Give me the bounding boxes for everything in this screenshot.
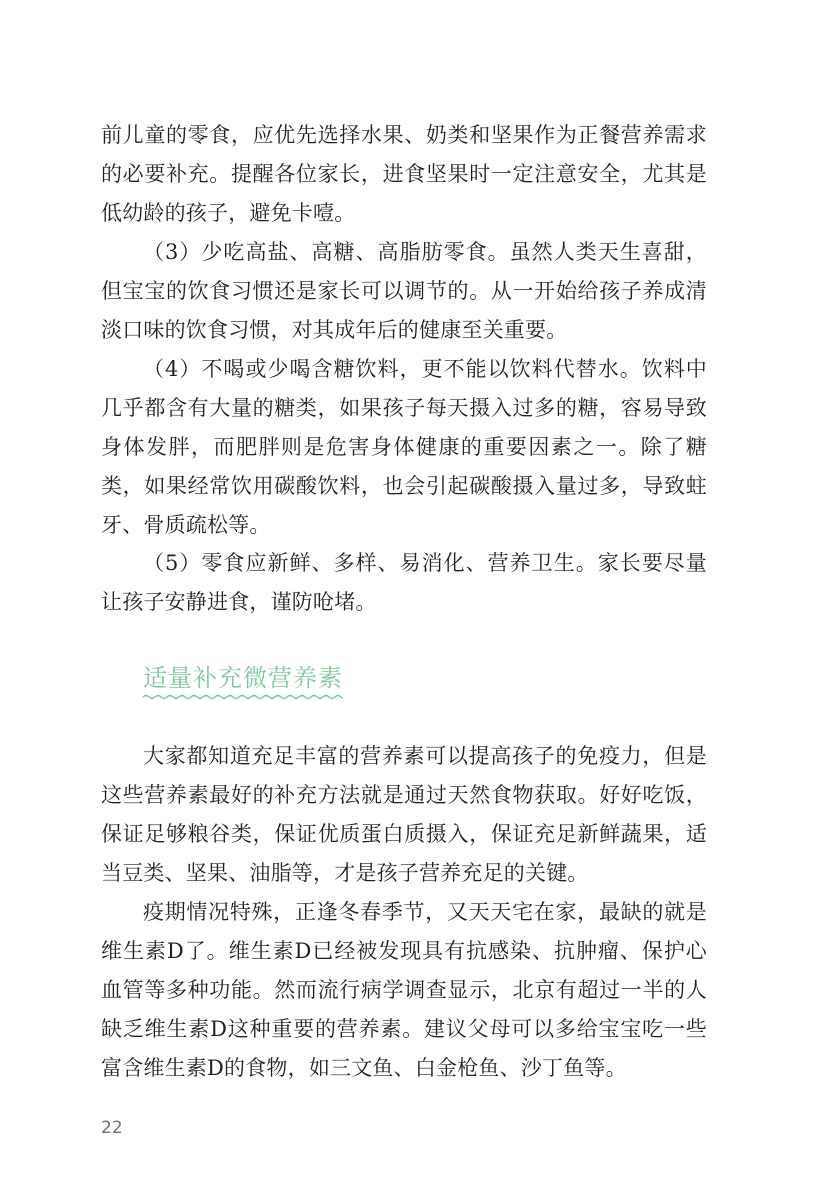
paragraph-vitamin-d: 疫期情况特殊，正逢冬春季节，又天天宅在家，最缺的就是维生素D了。维生素D已经被发现具有抗感染、抗肿瘤、保护心血管等多种功能。然而流行病学调查显示，北京有超过一半的人缺乏维生素D这种重要的营养素。建议父母可以多给宝宝吃一些富含维生素D的食物，如三文鱼、白金枪鱼、沙丁鱼等。 — [101, 900, 707, 1080]
section-heading: 适量补充微营养素 — [143, 664, 343, 692]
paragraph-snack-choices-continued: 前儿童的零食，应优先选择水果、奶类和坚果作为正餐营养需求的必要补充。提醒各位家长，进食坚果时一定注意安全，尤其是低幼龄的孩子，避免卡噎。 — [101, 123, 707, 225]
paragraph-item-5-fresh-snacks: （5）零食应新鲜、多样、易消化、营养卫生。家长要尽量让孩子安静进食，谨防呛堵。 — [101, 551, 707, 614]
paragraph-item-4-sugary-drinks: （4）不喝或少喝含糖饮料，更不能以饮料代替水。饮料中几乎都含有大量的糖类，如果孩子每天摄入过多的糖，容易导致身体发胖，而肥胖则是危害身体健康的重要因素之一。除了糖类，如果经常饮用碳酸饮料，也会引起碳酸摄入量过多，导致蛀牙、骨质疏松等。 — [101, 357, 707, 537]
paragraph-item-3-low-salt-sugar-fat: （3）少吃高盐、高糖、高脂肪零食。虽然人类天生喜甜，但宝宝的饮食习惯还是家长可以调节的。从一开始给孩子养成清淡口味的饮食习惯，对其成年后的健康至关重要。 — [101, 240, 707, 342]
paragraph-natural-nutrients: 大家都知道充足丰富的营养素可以提高孩子的免疫力，但是这些营养素最好的补充方法就是通过天然食物获取。好好吃饭，保证足够粮谷类，保证优质蛋白质摄入，保证充足新鲜蔬果，适当豆类、坚果、油脂等，才是孩子营养充足的关键。 — [101, 744, 707, 885]
wavy-underline — [143, 693, 343, 701]
page-number: 22 — [101, 1118, 123, 1138]
